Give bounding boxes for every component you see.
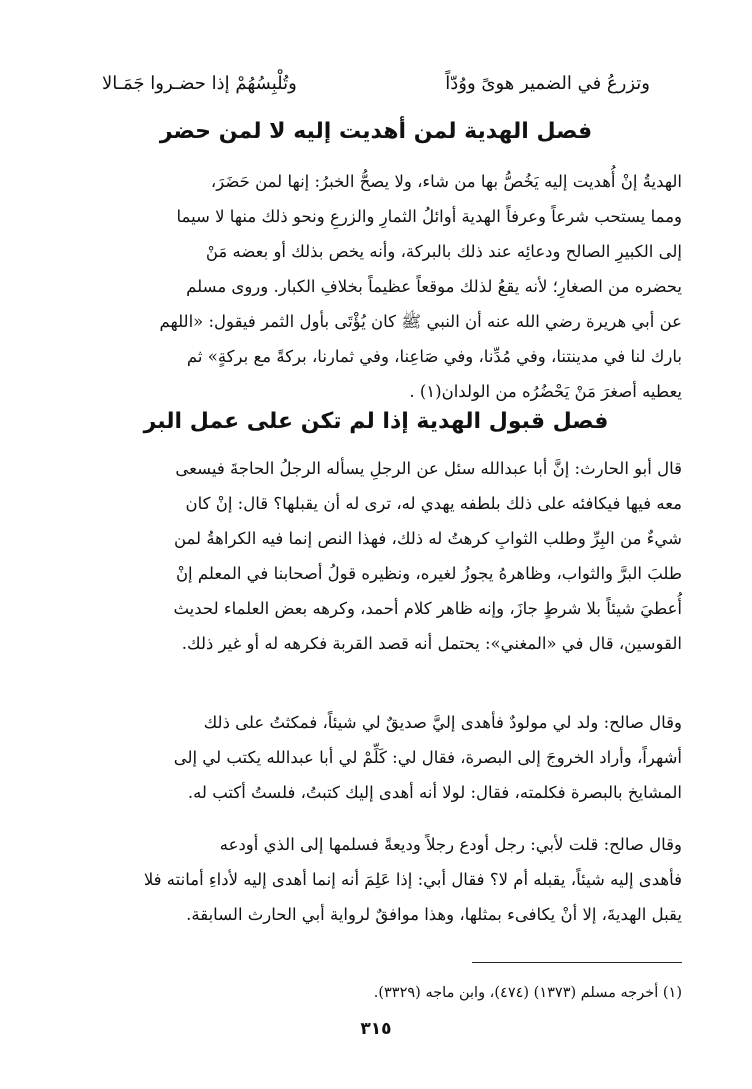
text-line: معه فيها فيكافئه على ذلك بلطفه يهدي له، ترى له أن يقبلها؟ قال: إنْ كان: [185, 494, 682, 513]
text-line: طلبَ البرَّ والثواب، وظاهرهُ يجوزُ لغيره، ونظيره قولُ أصحابنا في المعلم إنْ: [175, 564, 682, 583]
verse-second-hemistich: وتُلْبِسُهُمْ إذا حضـروا جَمَـالا: [102, 73, 297, 94]
text-line: يقبل الهديةَ، إلا أنْ يكافىء بمثلها، وهذا موافقٌ لرواية أبي الحارث السابقة.: [186, 905, 682, 924]
text-line: يعطيه أصغرَ مَنْ يَحْضُرُه من الولدان(١) .: [409, 382, 682, 401]
paragraph-salih-newborn: [57, 705, 682, 810]
paragraph-abu-al-harith: [57, 451, 682, 661]
section-heading-gift-recipient: فصل الهدية لمن أهديت إليه لا لمن حضر: [159, 119, 593, 144]
text-line: أُعطيَ شيئاً بلا شرطٍ جازَ، وإنه ظاهر كلام أحمد، وكرهه بعض العلماء لحديث: [173, 599, 682, 618]
text-line: شيءٌ من البِرِّ وطلب الثوابِ كرهتُ له ذلك، فهذا النص إنما فيه الكراهةُ لمن: [173, 529, 682, 548]
footnote: (١) أخرجه مسلم (١٣٧٣) (٤٧٤)، وابن ماجه (٣٣٢٩).: [373, 985, 682, 1001]
text-line: الهديةُ إنْ أُهديت إليه يَخُصُّ بها من شاء، ولا يصحُّ الخبرُ: إنها لمن حَضَرَ،: [210, 172, 682, 191]
text-line: يحضره من الصغارِ؛ لأنه يقعُ لذلك موقعاً عظيماً بخلافِ الكبار. وروى مسلم: [186, 277, 682, 296]
text-line: عن أبي هريرة رضي الله عنه أن النبي ﷺ كان يُؤْتَى بأول الثمر فيقول: «اللهم: [159, 312, 682, 331]
poetry-verse: [102, 70, 650, 98]
text-line: المشايخ بالبصرة فكلمته، فقال: لولا أنه أهدى إليك كتبتُ، فلستُ أكتب له.: [187, 783, 682, 802]
footnote-separator: [472, 962, 682, 963]
text-line: وقال صالح: ولد لي مولودٌ فأهدى إليَّ صديقٌ لي شيئاً، فمكثتُ على ذلك: [203, 713, 682, 732]
text-line: أشهراً، وأراد الخروجَ إلى البصرة، فقال لي: كَلِّمْ لي أبا عبدالله يكتب لي إلى: [173, 748, 682, 767]
paragraph-salih-deposit: [57, 827, 682, 932]
text-line: ومما يستحب شرعاً وعرفاً الهدية أوائلُ الثمارِ والزرعِ ونحو ذلك منها لا سيما: [176, 207, 682, 226]
text-line: قال أبو الحارث: إنَّ أبا عبدالله سئل عن الرجلِ يسأله الرجلُ الحاجةَ فيسعى: [175, 459, 682, 478]
section-heading-accepting-gift: فصل قبول الهدية إذا لم تكن على عمل البر: [143, 409, 609, 434]
text-line: القوسين، قال في «المغني»: يحتمل أنه قصد القربة فكرهه له أو غير ذلك.: [181, 634, 682, 653]
paragraph-gift-recipient: [57, 164, 682, 409]
text-line: وقال صالح: قلت لأبي: رجل أودع رجلاً وديعةً فسلمها إلى الذي أودعه: [219, 835, 682, 854]
page-number: ٣١٥: [360, 1019, 392, 1039]
verse-first-hemistich: وتزرعُ في الضمير هوىً ووُدّاً: [445, 73, 650, 94]
text-line: إلى الكبيرِ الصالح ودعائِه عند ذلك بالبركة، وأنه يخص بذلك أو بعضه مَنْ: [205, 242, 682, 261]
text-line: بارك لنا في مدينتنا، وفي مُدِّنا، وفي صَاعِنا، وفي ثمارنا، بركةً مع بركةٍ» ثم: [186, 347, 682, 366]
text-line: فأهدى إليه شيئاً، يقبله أم لا؟ فقال أبي: إذا عَلِمَ أنه إنما أهدى إليه لأداءِ أمانته فلا: [143, 870, 682, 889]
